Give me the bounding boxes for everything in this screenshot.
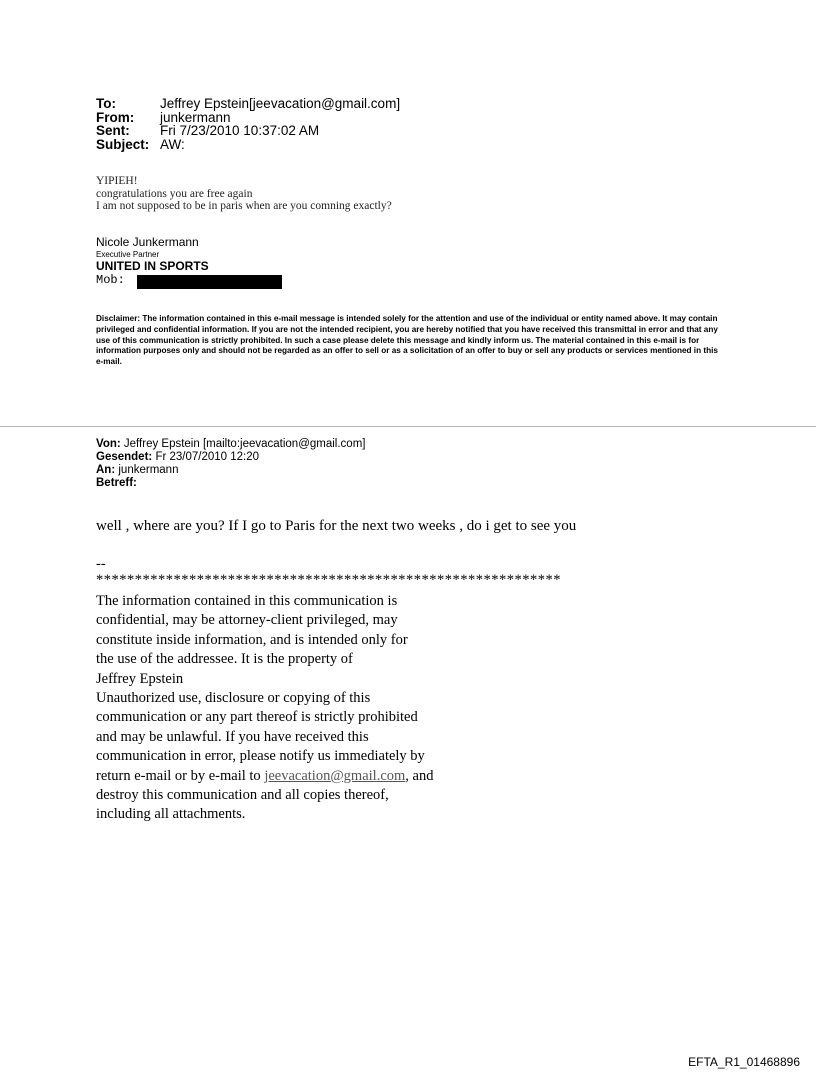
- email-header: [96, 97, 400, 151]
- notice-line: confidential, may be attorney-client privileged, may: [96, 612, 398, 629]
- to-row: [96, 97, 400, 111]
- confidentiality-notice: [96, 592, 516, 825]
- sent-row: [96, 124, 400, 138]
- an-value: junkermann: [118, 464, 179, 476]
- notice-line: the use of the addressee. It is the property of: [96, 651, 353, 668]
- notice-line: Jeffrey Epstein: [96, 670, 184, 687]
- document-id: EFTA_R1_01468896: [688, 1055, 800, 1069]
- subject-row: [96, 138, 400, 152]
- sig-dashes: --: [96, 556, 106, 572]
- from-label: From:: [96, 109, 135, 125]
- signature-block: [96, 236, 282, 287]
- disclaimer-text: Disclaimer: The information contained in this e-mail message is intended solely for the attention and use of the individual or entity named above. It may contain privileged and confidential information. If you are not the intended recipient, you are hereby notified that you have received this transmittal in error and that any use of this communication is strictly prohibited. In such a case please delete this message and kindly inform us. The material contained in this e-mail is for information purposes only and should not be regarded as an offer to sell or as a solicitation of an offer to buy or sell any products or services mentioned in this e-mail.: [96, 314, 718, 367]
- an-row: [96, 464, 365, 477]
- notice-line: destroy this communication and all copies thereof,: [96, 787, 389, 804]
- betreff-label: Betreff:: [96, 477, 137, 489]
- message-line: I am not supposed to be in paris when are you comning exactly?: [96, 200, 392, 212]
- message-line: YIPIEH!: [96, 175, 138, 187]
- redaction-box: [137, 275, 282, 289]
- subject-label: Subject:: [96, 136, 150, 152]
- subject-value: AW:: [160, 136, 185, 152]
- notice-line: communication in error, please notify us immediately by: [96, 748, 425, 765]
- message-body: [96, 175, 392, 213]
- mobile-label: Mob:: [96, 273, 125, 287]
- to-value: Jeffrey Epstein[jeevacation@gmail.com]: [160, 96, 401, 111]
- notice-line: including all attachments.: [96, 806, 246, 823]
- notice-line: constitute inside information, and is intended only for: [96, 631, 408, 648]
- gesendet-row: [96, 451, 365, 464]
- notice-line-with-link: [96, 767, 516, 786]
- notice-text: , and: [405, 767, 434, 784]
- betreff-row: [96, 477, 365, 490]
- forwarded-signature-separator: [96, 556, 561, 588]
- an-label: An:: [96, 464, 116, 476]
- forwarded-header: [96, 438, 365, 490]
- signature-mobile: [96, 273, 282, 287]
- to-label: To:: [96, 96, 116, 111]
- gesendet-label: Gesendet:: [96, 451, 153, 463]
- notice-text: return e-mail or by e-mail to: [96, 767, 265, 784]
- message-line: congratulations you are free again: [96, 187, 253, 200]
- notice-line: The information contained in this communication is: [96, 593, 398, 609]
- from-row: [96, 111, 400, 125]
- forwarded-body: well , where are you? If I go to Paris for the next two weeks , do i get to see you: [96, 518, 577, 534]
- notice-line: and may be unlawful. If you have received this: [96, 728, 369, 745]
- von-value: Jeffrey Epstein [mailto:jeevacation@gmail.com]: [123, 438, 366, 450]
- signature-name: Nicole Junkermann: [96, 235, 199, 249]
- from-value: junkermann: [160, 109, 231, 125]
- section-divider: [0, 426, 816, 427]
- sent-label: Sent:: [96, 123, 130, 138]
- signature-company: UNITED IN SPORTS: [96, 259, 209, 273]
- sent-value: Fri 7/23/2010 10:37:02 AM: [160, 123, 320, 138]
- email-link[interactable]: jeevacation@gmail.com: [264, 767, 406, 784]
- von-label: Von:: [96, 438, 121, 450]
- gesendet-value: Fr 23/07/2010 12:20: [155, 451, 260, 463]
- notice-line: communication or any part thereof is strictly prohibited: [96, 709, 418, 726]
- notice-line: Unauthorized use, disclosure or copying of this: [96, 690, 371, 707]
- von-row: [96, 438, 365, 451]
- star-line: ************************************************************: [96, 572, 561, 588]
- signature-title: Executive Partner: [96, 250, 160, 259]
